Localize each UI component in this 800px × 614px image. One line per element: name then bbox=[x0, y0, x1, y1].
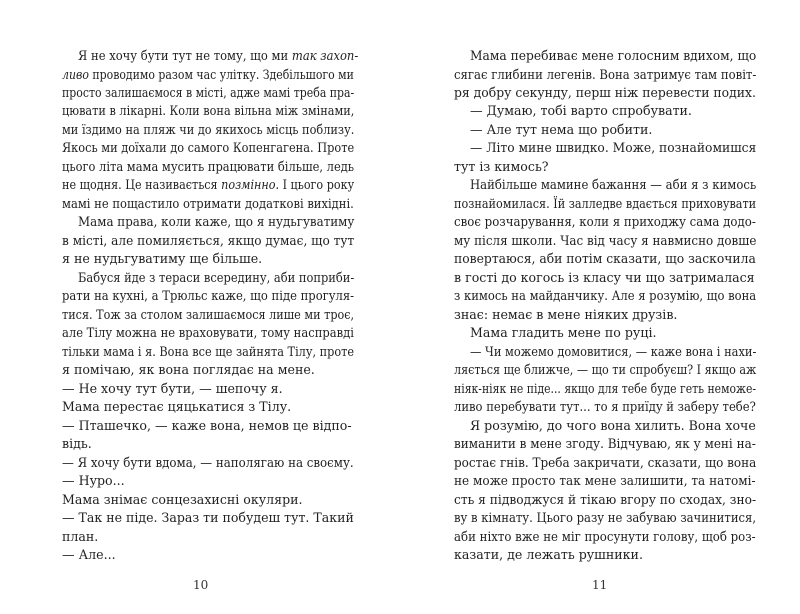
text-line: казати, де лежать рушники. bbox=[454, 547, 643, 562]
text-line: ростає гнів. Треба закричати, сказати, що вона bbox=[454, 454, 757, 470]
text-line: — Але тут нема що робити. bbox=[470, 121, 653, 137]
text-line: — Літо мине швидко. Може, познайомишся bbox=[470, 140, 757, 156]
text-line: не може просто так мене залишити, та натомі- bbox=[454, 473, 756, 489]
text-line: — Але... bbox=[62, 547, 116, 562]
text-line: Мама знімає сонцезахисні окуляри. bbox=[62, 491, 303, 507]
text-line: тут із кимось? bbox=[454, 158, 549, 174]
text-line: ми їздимо на пляж чи до якихось місць поблизу. bbox=[62, 121, 355, 137]
text-line: знає: немає в мене ніяких друзів. bbox=[454, 306, 678, 322]
text-line: тися. Тож за столом залишаємося лише ми троє, bbox=[62, 306, 355, 322]
text-line: мамі не пощастило отримати додаткові вихідні. bbox=[62, 195, 354, 211]
text-line: я не нудьгуватиму ще більше. bbox=[62, 251, 263, 267]
text-line: в місті, але помиляється, якщо думає, що тут bbox=[62, 232, 355, 248]
text-line: цювати в лікарні. Коли вона вільна між змінами, bbox=[62, 103, 355, 119]
text-line: ву в кімнату. Цього разу не забуваю зачинитися, bbox=[454, 510, 757, 525]
text-line: — Я хочу бути вдома, — наполягаю на своєму. bbox=[62, 454, 354, 470]
text-line: сть я підводжуся й тікаю вгору по сходах, зно- bbox=[454, 491, 757, 507]
text-line: ливо перебувати тут... то я приїду й заберу тебе? bbox=[454, 399, 756, 415]
text-line: своє розчарування, коли я приходжу сама додо- bbox=[454, 214, 756, 230]
text-line: Мама перестає цяцькатися з Тілу. bbox=[62, 399, 292, 415]
text-line: Бабуся йде з тераси всередину, аби поприби- bbox=[78, 269, 355, 285]
text-line: познайомилася. Їй залледве вдається приховувати bbox=[454, 195, 757, 211]
text-line: ляється ще ближче, — що ти спробуєш? І якщо аж bbox=[454, 362, 757, 378]
text-line: — Думаю, тобі варто спробувати. bbox=[470, 103, 692, 119]
text-line: Мама гладить мене по руці. bbox=[470, 325, 657, 341]
text-line: Я не хочу бути тут не тому, що ми так захоп- bbox=[78, 48, 359, 63]
text-line: аби ніхто вже не міг просунути голову, щоб роз- bbox=[454, 528, 756, 544]
text-line: повертаюся, аби потім сказати, що заскочила bbox=[454, 251, 756, 267]
text-line: ливо проводимо разом час улітку. Здебільшого ми bbox=[62, 66, 354, 82]
right-page bbox=[400, 0, 800, 614]
text-line: Я розумію, до чого вона хилить. Вона хоче bbox=[470, 417, 756, 433]
text-line: тільки мама і я. Вона все ще зайнята Тілу, проте bbox=[62, 343, 355, 359]
text-line: — Так не піде. Зараз ти побудеш тут. Такий bbox=[62, 510, 354, 525]
text-line: — Нуро... bbox=[62, 473, 125, 489]
text-line: я помічаю, як вона поглядає на мене. bbox=[62, 362, 315, 378]
text-line: Якось ми доїхали до самого Копенгагена. Проте bbox=[62, 140, 355, 156]
text-line: рати на кухні, а Трюльс каже, що піде прогуля- bbox=[62, 288, 355, 304]
text-line: просто залишаємося в місті, адже мамі треба пра- bbox=[62, 85, 355, 100]
text-line: не щодня. Це називається позмінно. І цього року bbox=[62, 177, 355, 193]
text-line: план. bbox=[62, 528, 99, 544]
text-line: — Не хочу тут бути, — шепочу я. bbox=[62, 380, 283, 396]
text-line: Найбільше мамине бажання — аби я з кимось bbox=[470, 177, 757, 193]
text-line: ніяк-ніяк не піде... якщо для тебе буде геть неможе- bbox=[454, 380, 757, 396]
text-line: Мама права, коли каже, що я нудьгуватиму bbox=[78, 214, 355, 230]
text-line: му після школи. Час від часу я навмисно довше bbox=[454, 232, 757, 248]
text-line: сягає глибини легенів. Вона затримує там повіт- bbox=[454, 66, 757, 82]
page-number: 10 bbox=[193, 578, 209, 592]
text-line: ря добру секунду, перш ніж перевести подих. bbox=[454, 85, 756, 100]
text-line: — Пташечко, — каже вона, немов це відпо- bbox=[62, 417, 352, 433]
page-number: 11 bbox=[592, 578, 608, 592]
text-line: але Тілу можна не враховувати, тому насправді bbox=[62, 325, 354, 341]
text-line: — Чи можемо домовитися, — каже вона і нахи- bbox=[470, 343, 757, 359]
text-line: виманити в мене згоду. Відчуваю, як у мені на- bbox=[454, 436, 756, 452]
text-line: в гості до когось із класу чи що затрималася bbox=[454, 269, 755, 285]
text-line: з кимось на майданчику. Але я розумію, що вона bbox=[454, 288, 757, 304]
text-line: відь. bbox=[62, 436, 92, 452]
text-line: Мама перебиває мене голосним вдихом, що bbox=[470, 48, 757, 63]
text-line: цього літа мама мусить працювати більше, ледь bbox=[62, 158, 355, 174]
